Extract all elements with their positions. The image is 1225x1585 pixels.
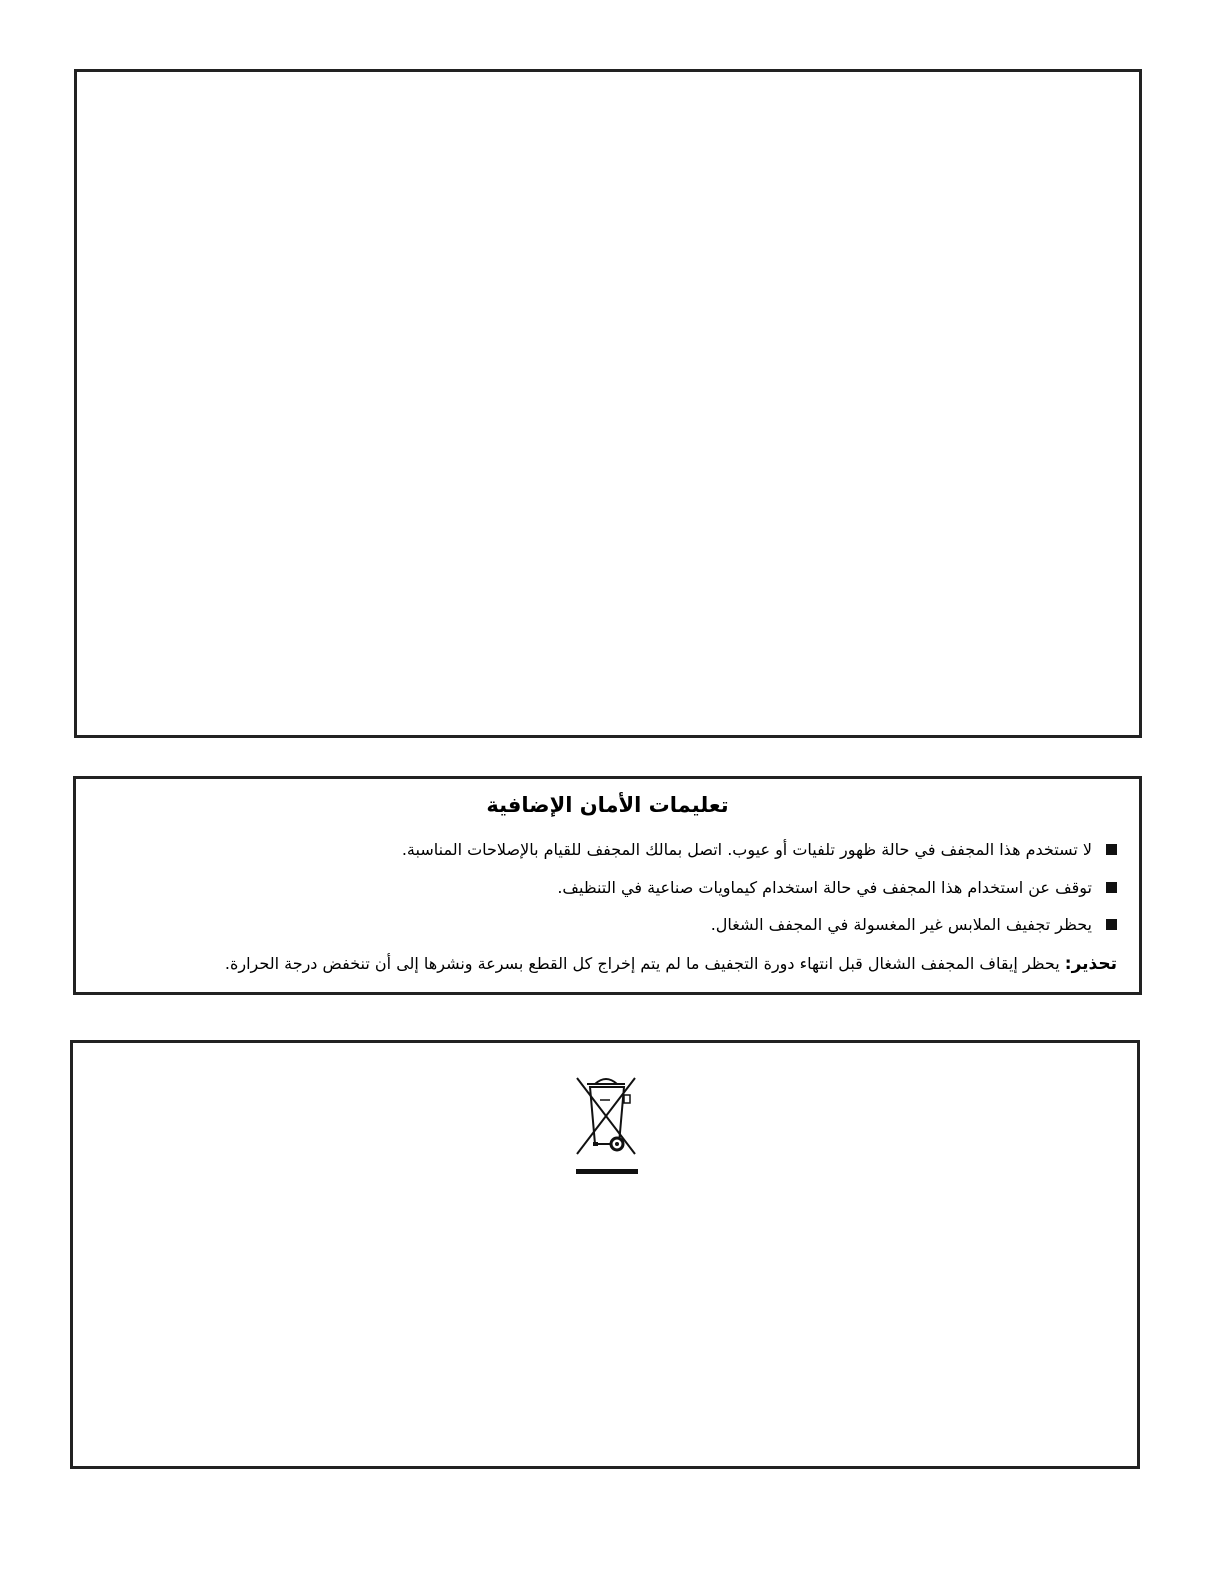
safety-title: تعليمات الأمان الإضافية [486,793,729,817]
safety-item-text: يحظر تجفيف الملابس غير المغسولة في المجفف الشغال. [710,915,1092,934]
safety-item-text: لا تستخدم هذا المجفف في حالة ظهور تلفيات أو عيوب. اتصل بمالك المجفف للقيام بالإصلاحات المناسبة. [401,840,1092,859]
warning-text: يحظر إيقاف المجفف الشغال قبل انتهاء دورة التجفيف ما لم يتم إخراج كل القطع بسرعة ونشرها إلى أن تنخفض درجة الحرارة. [224,954,1060,973]
safety-instructions-box [73,776,1142,995]
square-bullet-icon [1106,882,1117,893]
empty-content-frame-top [74,69,1142,738]
warning-label: تحذير: [1064,954,1117,974]
safety-item [96,914,1117,936]
safety-item [96,877,1117,899]
safety-item [96,839,1117,861]
square-bullet-icon [1106,844,1117,855]
safety-item-text: توقف عن استخدام هذا المجفف في حالة استخدام كيماويات صناعية في التنظيف. [557,878,1092,897]
disposal-box [70,1040,1140,1469]
crossed-out-wheeled-bin-icon [573,1058,641,1174]
warning-note [96,953,1117,975]
square-bullet-icon [1106,919,1117,930]
